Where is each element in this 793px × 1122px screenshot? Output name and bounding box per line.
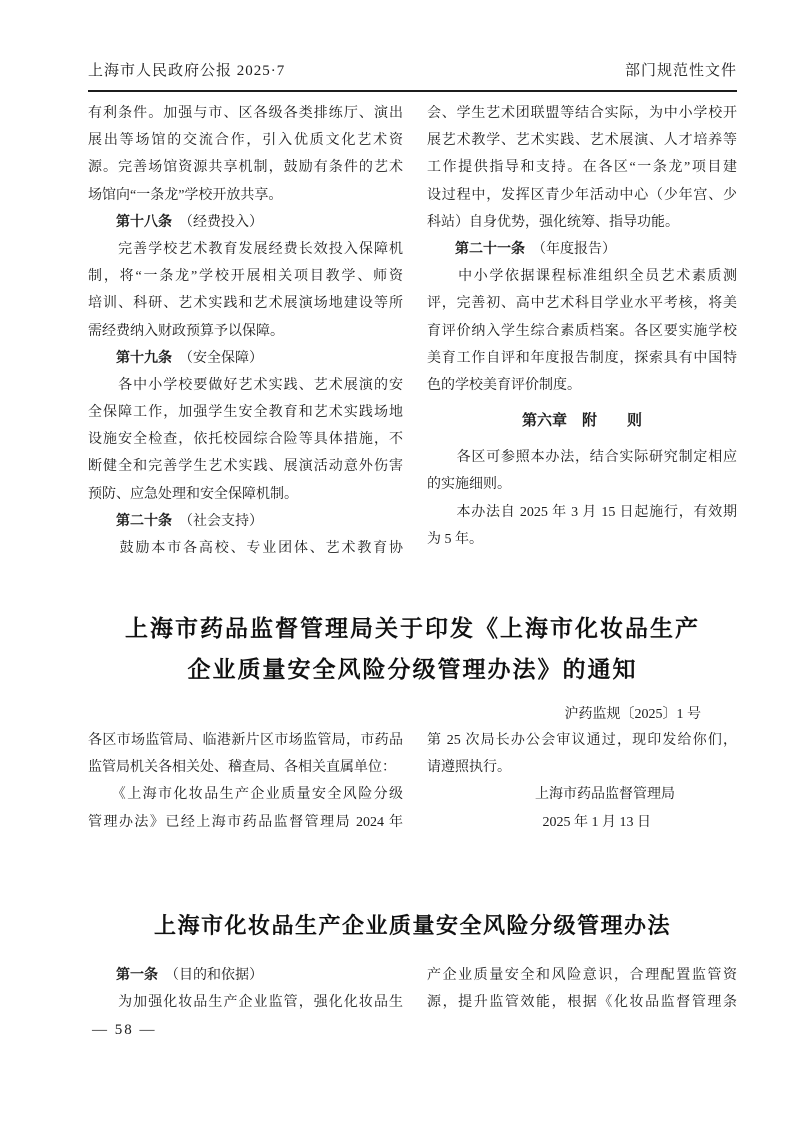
line-text: 鼓励本市各高校、专业团体、艺术教育协	[88, 541, 403, 556]
line-text: 各区市场监管局、临港新片区市场监管局，市药品	[88, 733, 403, 748]
text-line	[88, 962, 403, 989]
text-line	[427, 372, 737, 399]
line-text: 预防、应急处理和安全保障机制。	[88, 486, 298, 502]
line-text: 请遵照执行。	[427, 760, 511, 776]
text-line	[88, 426, 403, 453]
text-line	[427, 444, 737, 471]
text-line	[427, 345, 737, 372]
regulation-left-column	[88, 962, 403, 1016]
line-text: 会、学生艺术团联盟等结合实际，为中小学校开	[427, 106, 737, 121]
line-text: （安全保障）	[172, 350, 263, 366]
line-text: 本办法自 2025 年 3 月 15 日起施行，有效期	[427, 504, 737, 520]
page-number: — 58 —	[92, 1022, 157, 1038]
line-text: 各中小学校要做好艺术实践、艺术展演的安	[88, 377, 403, 393]
text-line	[427, 154, 737, 181]
text-line	[88, 154, 403, 181]
line-text: 科站）自身优势，强化统筹、指导功能。	[427, 214, 679, 230]
text-line	[88, 754, 403, 781]
text-line	[427, 318, 737, 345]
line-text: （年度报告）	[525, 241, 616, 257]
line-text: 源。完善场馆资源共享机制，鼓励有条件的艺术	[88, 160, 403, 176]
line-text: 制，将“一条龙”学校开展相关项目教学、师资	[88, 269, 403, 285]
text-line	[88, 727, 403, 754]
text-line	[427, 127, 737, 154]
line-text: 2025 年 1 月 13 日	[542, 814, 651, 830]
text-line	[88, 263, 403, 290]
line-text: 各区可参照本办法，结合实际研究制定相应	[427, 450, 737, 466]
line-text: 评，完善初、高中艺术科目学业水平考核，将美	[427, 296, 737, 312]
line-text: 设过程中，发挥区青少年活动中心（少年宫、少	[427, 187, 737, 203]
regulation-right-column	[427, 962, 737, 1016]
notice-title-line2: 企业质量安全风险分级管理办法》的通知	[187, 656, 638, 682]
text-line	[88, 100, 403, 127]
line-text: 断健全和完善学生艺术实践、展演活动意外伤害	[88, 459, 403, 475]
line-text: 的实施细则。	[427, 477, 511, 493]
line-text: 监管局机关各相关处、稽查局、各相关直属单位：	[88, 760, 396, 776]
line-text: 育评价纳入学生综合素质档案。各区要实施学校	[427, 323, 737, 339]
text-line	[88, 781, 403, 808]
text-line	[88, 535, 403, 562]
text-line	[427, 290, 737, 317]
notice-title	[88, 608, 737, 690]
line-text: 产企业质量安全和风险意识，合理配置监管资	[427, 968, 737, 983]
section1-right-column	[427, 100, 737, 553]
notice-title-line1: 上海市药品监督管理局关于印发《上海市化妆品生产	[125, 615, 700, 641]
text-line	[427, 962, 737, 989]
notice-right-column	[427, 727, 737, 836]
text-line	[427, 727, 737, 754]
text-line	[427, 263, 737, 290]
text-line	[88, 372, 403, 399]
text-line	[88, 989, 403, 1016]
line-text: 需经费纳入财政预算予以保障。	[88, 323, 284, 339]
line-text: 色的学校美育评价制度。	[427, 377, 581, 393]
section1-left-column	[88, 100, 403, 562]
line-text: 上海市药品监督管理局	[535, 787, 675, 803]
line-text: 培训、科研、艺术实践和艺术展演场地建设等所	[88, 296, 403, 312]
line-text: 美育工作自评和年度报告制度，探索具有中国特	[427, 350, 737, 366]
line-text: 场馆向“一条龙”学校开放共享。	[88, 187, 283, 203]
line-text: （社会支持）	[172, 513, 263, 529]
line-text: 工作提供指导和支持。在各区“一条龙”项目建	[427, 160, 737, 176]
line-text: 管理办法》已经上海市药品监督管理局 2024 年	[88, 814, 403, 830]
text-line	[427, 754, 737, 781]
line-text: 展出等场馆的交流合作，引入优质文化艺术资	[88, 133, 403, 149]
text-line	[88, 345, 403, 372]
text-line	[427, 526, 737, 553]
line-text: 设施安全检查，依托校园综合险等具体措施，不	[88, 432, 403, 448]
text-line	[427, 781, 737, 808]
article-number: 第二十一条	[427, 241, 525, 257]
document-number: 沪药监规〔2025〕1 号	[564, 707, 701, 722]
text-line	[88, 236, 403, 263]
line-text: 展艺术教学、艺术实践、艺术展演、人才培养等	[427, 133, 737, 149]
text-line	[427, 236, 737, 263]
line-text: 源，提升监管效能，根据《化妆品监督管理条	[427, 995, 737, 1011]
text-line	[88, 453, 403, 480]
article-number: 第六章 附 则	[521, 413, 642, 430]
line-text: （经费投入）	[172, 214, 263, 230]
text-line	[427, 471, 737, 498]
article-number: 第十八条	[88, 214, 172, 230]
line-text: 为加强化妆品生产企业监管，强化化妆品生	[88, 995, 403, 1011]
line-text: 有利条件。加强与市、区各级各类排练厅、演出	[88, 106, 403, 121]
article-number: 第二十条	[88, 513, 172, 529]
gazette-header-title: 上海市人民政府公报 2025·7	[88, 63, 286, 79]
text-line	[427, 809, 737, 836]
gazette-header-section: 部门规范性文件	[624, 63, 737, 79]
line-text: 为 5 年。	[427, 531, 483, 547]
text-line	[88, 481, 403, 508]
text-line	[88, 127, 403, 154]
line-text: （目的和依据）	[158, 968, 263, 983]
text-line	[427, 499, 737, 526]
text-line	[427, 209, 737, 236]
header-divider	[88, 90, 737, 92]
line-text: 《上海市化妆品生产企业质量安全风险分级	[88, 787, 403, 803]
text-line	[88, 508, 403, 535]
regulation-title: 上海市化妆品生产企业质量安全风险分级管理办法	[153, 913, 671, 938]
line-text: 第 25 次局长办公会审议通过，现印发给你们，	[427, 733, 737, 748]
text-line	[427, 182, 737, 209]
line-text: 完善学校艺术教育发展经费长效投入保障机	[88, 241, 403, 257]
text-line	[427, 989, 737, 1016]
notice-left-column	[88, 727, 403, 836]
article-number: 第十九条	[88, 350, 172, 366]
text-line	[88, 809, 403, 836]
text-line	[88, 209, 403, 236]
line-text: 全保障工作，加强学生安全教育和艺术实践场地	[88, 405, 403, 421]
text-line	[88, 399, 403, 426]
text-line	[88, 290, 403, 317]
text-line	[88, 182, 403, 209]
article-number: 第一条	[88, 968, 158, 983]
text-line	[88, 318, 403, 345]
chapter-heading	[427, 408, 737, 435]
line-text: 中小学依据课程标准组织全员艺术素质测	[427, 269, 737, 285]
text-line	[427, 100, 737, 127]
